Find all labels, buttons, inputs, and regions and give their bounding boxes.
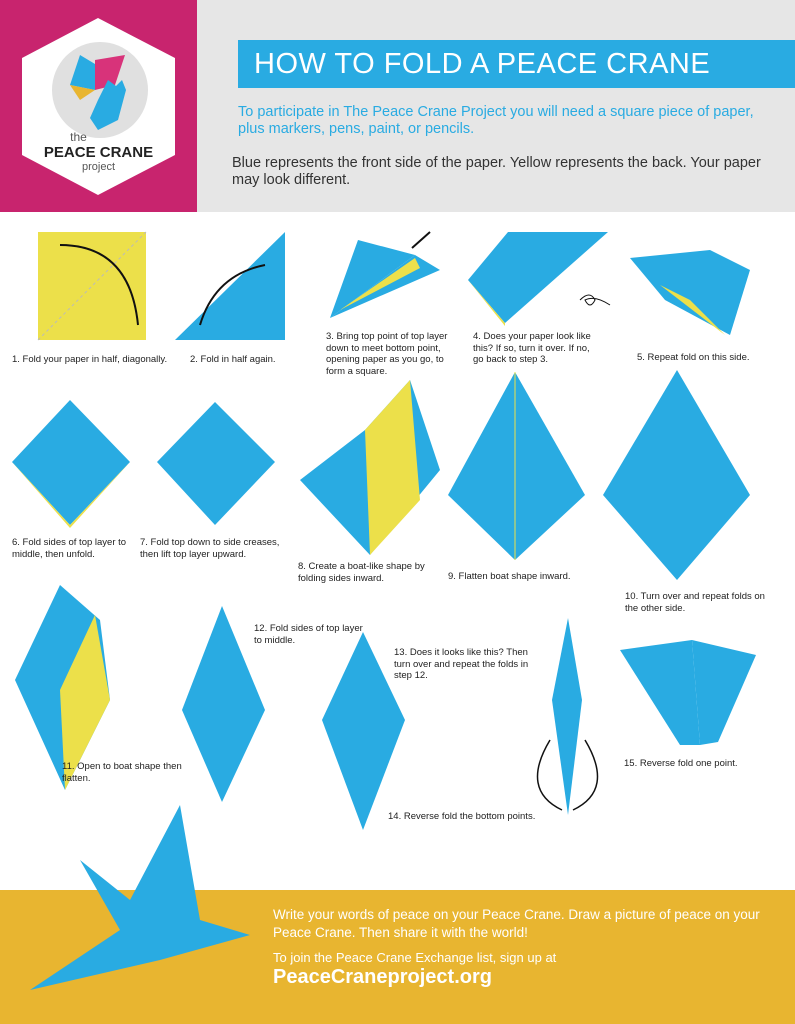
footer-join-text: To join the Peace Crane Exchange list, sign up at <box>273 950 557 965</box>
page-title: HOW TO FOLD A PEACE CRANE <box>238 40 795 88</box>
step-13-diagram <box>322 632 405 830</box>
step-7-diagram <box>157 402 275 525</box>
step-caption: 3. Bring top point of top layer down to meet bottom point, opening paper as you go, to form a square. <box>326 331 448 377</box>
footer-message: Write your words of peace on your Peace Crane. Draw a picture of peace on your Peace Crane. Then share it with the world! <box>273 907 760 940</box>
step-caption: 9. Flatten boat shape inward. <box>448 571 571 582</box>
step-caption: 14. Reverse fold the bottom points. <box>388 811 536 822</box>
step-caption: 7. Fold top down to side creases, then lift top layer upward. <box>140 537 280 560</box>
logo-the: the <box>70 130 87 144</box>
step-8-diagram <box>300 380 440 555</box>
step-15-diagram <box>620 640 756 745</box>
step-6-diagram <box>12 400 130 528</box>
step-caption: 8. Create a boat-like shape by folding sides inward. <box>298 561 425 584</box>
step-caption: 2. Fold in half again. <box>190 354 276 365</box>
step-10-diagram <box>603 370 750 580</box>
step-caption: 12. Fold sides of top layer to middle. <box>254 623 363 646</box>
step-caption: 4. Does your paper look like this? If so, turn it over. If no, go back to step 3. <box>473 331 591 365</box>
logo-project: project <box>81 161 116 173</box>
step-11-diagram <box>15 585 110 790</box>
step-9-diagram <box>448 372 585 560</box>
step-caption: 15. Reverse fold one point. <box>624 758 738 769</box>
step-3-diagram <box>330 232 440 318</box>
step-2-diagram <box>175 232 285 340</box>
step-caption: 6. Fold sides of top layer to middle, then unfold. <box>12 537 127 560</box>
step-caption: 10. Turn over and repeat folds on the other side. <box>625 591 765 614</box>
step-caption: 5. Repeat fold on this side. <box>637 352 750 363</box>
step-5-diagram <box>630 250 750 335</box>
website-link[interactable]: PeaceCraneproject.org <box>273 966 492 988</box>
step-caption: 11. Open to boat shape then flatten. <box>62 761 182 784</box>
logo-name: PEACE CRANE <box>43 144 154 161</box>
step-14-diagram <box>538 618 598 815</box>
step-4-diagram <box>468 232 610 326</box>
step-caption: 13. Does it looks like this? Then turn over and repeat the folds in step 12. <box>394 647 529 681</box>
step-caption: 1. Fold your paper in half, diagonally. <box>12 354 168 365</box>
color-note: Blue represents the front side of the paper. Yellow represents the back. Your paper may look different. <box>232 155 761 188</box>
intro-text: To participate in The Peace Crane Project you will need a square piece of paper, plus markers, pens, paint, or pencils. <box>238 104 754 137</box>
step-1-diagram <box>38 232 146 340</box>
